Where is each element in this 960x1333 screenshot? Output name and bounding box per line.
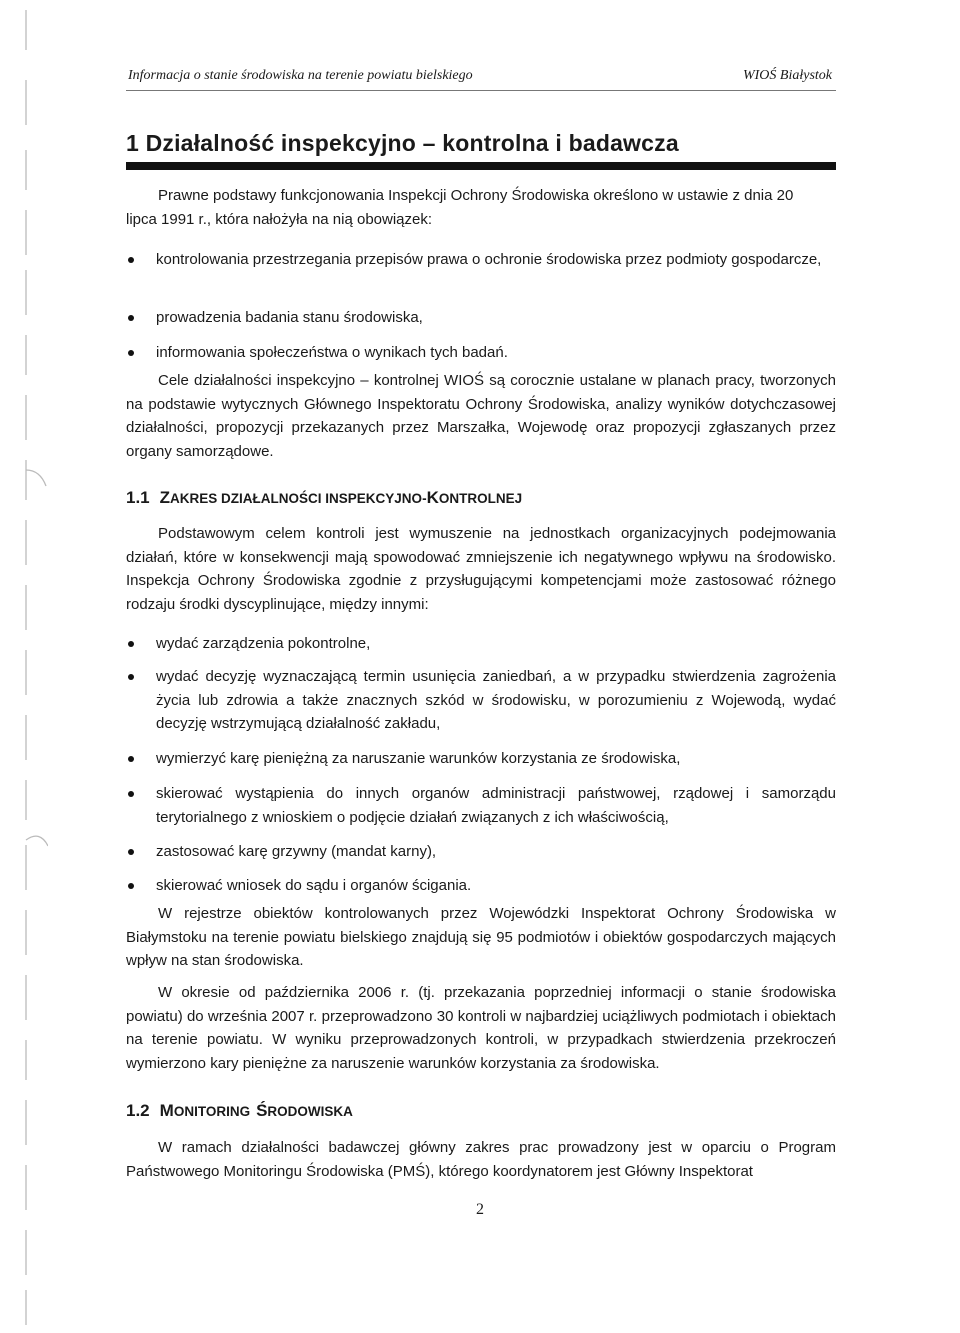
monitoring-paragraph: W ramach działalności badawczej główny zakres prac prowadzony jest w oparciu o Program Państwowego Monitoringu Środowiska (PMŚ), którego koordynatorem jest Główny Inspektorat (126, 1139, 836, 1180)
measure-item: skierować wniosek do sądu i organów ścigania. (156, 877, 472, 894)
period-paragraph: W okresie od października 2006 r. (tj. przekazania poprzedniej informacji o stanie środowiska powiatu) do września 2007 r. przeprowadzono 30 kontroli w najbardziej uciążliwych podmiotach i obiektach na terenie powiatu. W wyniku przeprowadzonych kontroli, w przypadkach stwierdzenia przekroczeń wymierzono kary pieniężne za naruszenie warunków korzystania za środowiska. (126, 984, 836, 1072)
measure-item: skierować wystąpienia do innych organów administracji państwowej, rządowej i samorządu terytorialnego z wnioskiem o podjęcie działań związanych z ich właściwością, (156, 785, 836, 826)
header-organization: WIOŚ Białystok (742, 68, 832, 83)
measure-item: wymierzyć karę pieniężną za naruszanie warunków korzystania ze środowiska, (156, 750, 681, 767)
bullet-icon (128, 350, 134, 356)
section-1-heading: 1 Działalność inspekcyjno – kontrolna i badawcza (126, 130, 679, 156)
intro-line-2: lipca 1991 r., która nałożyła na nią obowiązek: (126, 211, 433, 228)
header-rule (126, 90, 836, 91)
bullet-icon (128, 883, 134, 889)
control-purpose-paragraph: Podstawowym celem kontroli jest wymuszenie na jednostkach organizacyjnych podejmowania działań, które w konsekwencji mają spowodować zmniejszenie ich negatywnego wpływu na środowisko. Inspekcja Ochrony Środowiska zgodnie z przysługującymi kompetencjami może zastosować różnego rodzaju środki dyscyplinujące, między innymi: (126, 525, 836, 613)
register-paragraph: W rejestrze obiektów kontrolowanych przez Wojewódzki Inspektorat Ochrony Środowiska w Białymstoku na terenie powiatu bielskiego znajdują się 95 podmiotów i obiektów gospodarczych mających wpływ na stan środowiska. (126, 905, 836, 969)
measure-item: wydać zarządzenia pokontrolne, (156, 635, 371, 652)
header-document-title: Informacja o stanie środowiska na terenie powiatu bielskiego (128, 68, 473, 83)
bullet-icon (128, 849, 134, 855)
goals-paragraph: Cele działalności inspekcyjno – kontrolnej WIOŚ są corocznie ustalane w planach pracy, tworzonych na podstawie wytycznych Głównego Inspektoratu Ochrony Środowiska, analizy wyników dotychczasowej działalności, propozycji przekazanych przez Marszałka, Wojewodę oraz propozycji zgłaszanych przez organy samorządowe. (126, 372, 836, 460)
measure-item: wydać decyzję wyznaczającą termin usunięcia zaniedbań, a w przypadku stwierdzenia zagrożenia życia lub zdrowia a także znacznych szkód w środowisku, w porozumieniu z Wojewodą, wydać decyzję wstrzymującą działalność zakładu, (156, 668, 836, 732)
bullet-icon (128, 315, 134, 321)
duty-item: prowadzenia badania stanu środowiska, (156, 309, 423, 326)
section-1-2-heading: 1.2 MONITORING ŚRODOWISKA (126, 1101, 353, 1120)
section-number: 1.1 (126, 488, 150, 507)
bullet-icon (128, 641, 134, 647)
measure-item: zastosować karę grzywny (mandat karny), (156, 843, 437, 860)
bullet-icon (128, 257, 134, 263)
scan-edge-marks (20, 0, 48, 1333)
page-number: 2 (476, 1201, 484, 1218)
intro-line-1: Prawne podstawy funkcjonowania Inspekcji Ochrony Środowiska określono w ustawie z dnia 20 (158, 187, 794, 204)
duty-item: kontrolowania przestrzegania przepisów prawa o ochronie środowiska przez podmioty gospodarcze, (156, 251, 822, 268)
bullet-icon (128, 674, 134, 680)
bullet-icon (128, 791, 134, 797)
bullet-icon (128, 756, 134, 762)
section-number: 1.2 (126, 1101, 150, 1120)
heading-bar (126, 162, 836, 170)
section-1-1-heading: 1.1 ZAKRES DZIAŁALNOŚCI INSPEKCYJNO-KONTROLNEJ (126, 488, 523, 507)
duty-item: informowania społeczeństwa o wynikach tych badań. (156, 344, 508, 361)
